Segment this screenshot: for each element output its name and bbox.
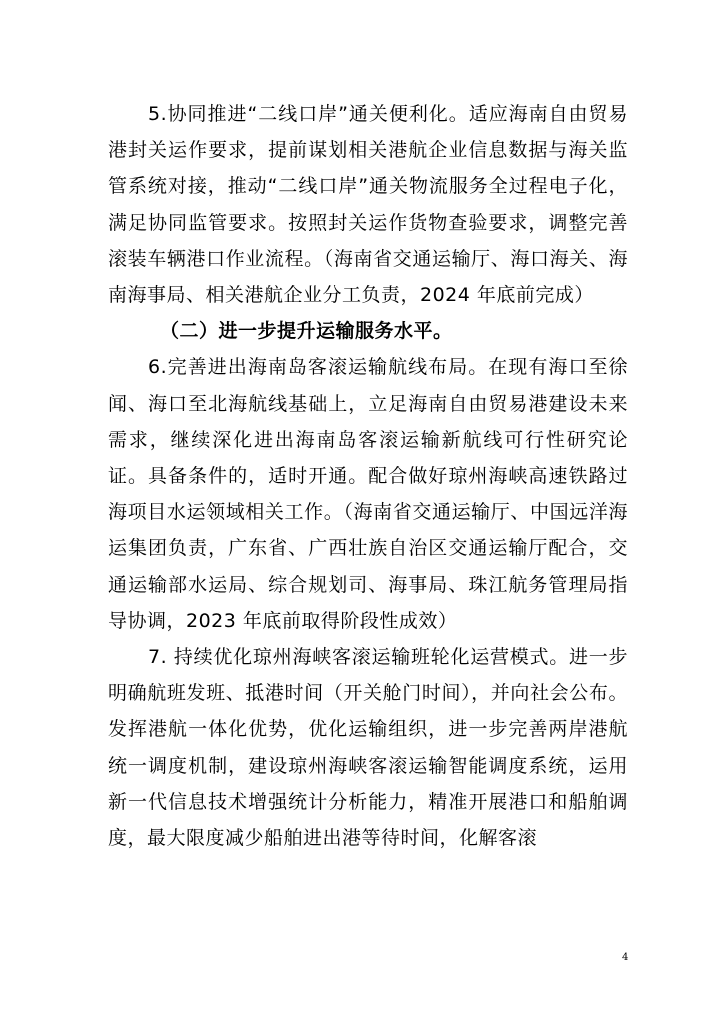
paragraph-item-5: 5.协同推进“二线口岸”通关便利化。适应海南自由贸易港封关运作要求，提前谋划相关港航企业信息数据与海关监管系统对接，推动“二线口岸”通关物流服务全过程电子化，满足协同监管要求。按照封关运作货物查验要求，调整完善滚装车辆港口作业流程。（海南省交通运输厅、海口海关、海南海事局、相关港航企业分工负责，2024 年底前完成） — [108, 103, 628, 307]
document-body — [108, 96, 628, 856]
section-heading-2: （二）进一步提升运输服务水平。 — [160, 320, 453, 343]
paragraph-item-7: 7. 持续优化琼州海峡客滚运输班轮化运营模式。进一步明确航班发班、抵港时间（开关舱门时间），并向社会公布。发挥港航一体化优势，优化运输组织，进一步完善两岸港航统一调度机制，建设琼州海峡客滚运输智能调度系统，运用新一代信息技术增强统计分析能力，精准开展港口和船舶调度，最大限度减少船舶进出港等待时间，化解客滚 — [108, 646, 628, 850]
page-number: 4 — [622, 952, 629, 963]
paragraph-item-6: 6.完善进出海南岛客滚运输航线布局。在现有海口至徐闻、海口至北海航线基础上，立足海南自由贸易港建设未来需求，继续深化进出海南岛客滚运输新航线可行性研究论证。具备条件的，适时开通。配合做好琼州海峡高速铁路过海项目水运领域相关工作。（海南省交通运输厅、中国远洋海运集团负责，广东省、广西壮族自治区交通运输厅配合，交通运输部水运局、综合规划司、海事局、珠江航务管理局指导协调，2023 年底前取得阶段性成效） — [108, 356, 628, 632]
